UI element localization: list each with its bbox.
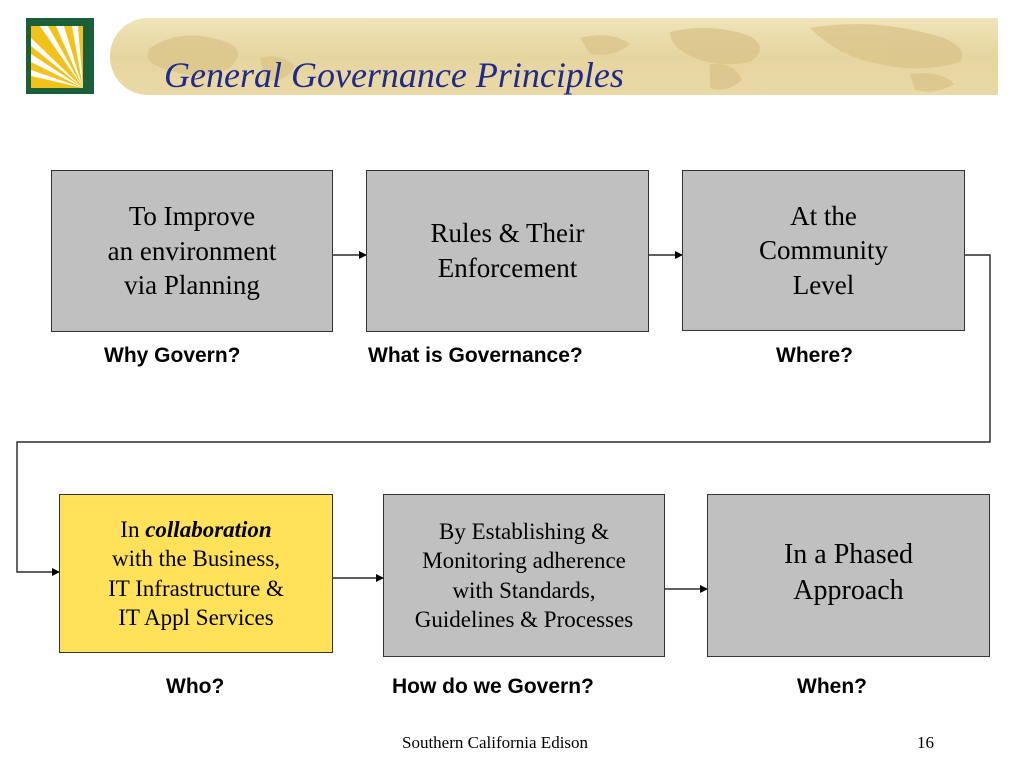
question-what-is-governance: What is Governance? <box>368 344 583 367</box>
question-how-do-we-govern: How do we Govern? <box>392 675 594 698</box>
box-where <box>682 170 965 331</box>
box-text-line: Enforcement <box>437 253 578 283</box>
box-text-line: In a Phased <box>783 539 914 570</box>
slide-title: General Governance Principles <box>164 55 624 95</box>
box-who <box>59 494 333 653</box>
box-text-emphasis: collaboration <box>145 516 272 542</box>
box-text-line: Rules & Their <box>430 218 585 249</box>
box-why-govern <box>51 170 333 332</box>
box-how-do-we-govern <box>383 494 665 657</box>
box-text-line: IT Infrastructure & <box>108 575 284 601</box>
box-text-line: with Standards, <box>452 577 596 603</box>
box-text-line: Guidelines & Processes <box>414 606 634 632</box>
box-when <box>707 494 990 657</box>
question-why-govern: Why Govern? <box>104 344 241 367</box>
box-text-line: Approach <box>793 574 904 606</box>
box-what-is-governance <box>366 170 649 332</box>
question-where: Where? <box>776 344 854 367</box>
footer-page-number: 16 <box>917 733 934 752</box>
box-text-line: To Improve <box>128 201 256 232</box>
box-text-line: IT Appl Services <box>118 604 274 630</box>
box-text-line: Level <box>792 269 855 300</box>
box-text-line: At the <box>790 200 857 231</box>
box-text-line: via Planning <box>124 270 260 301</box>
box-text-line: with the Business, <box>111 546 281 572</box>
box-text-line: Community <box>758 235 888 266</box>
box-text-line: an environment <box>107 235 277 266</box>
question-when: When? <box>797 675 867 698</box>
box-text-prefix: In <box>120 516 140 542</box>
box-text-line: Monitoring adherence <box>422 548 626 574</box>
box-text-line: By Establishing & <box>439 518 609 544</box>
footer-company: Southern California Edison <box>402 733 589 752</box>
question-who: Who? <box>166 675 225 698</box>
